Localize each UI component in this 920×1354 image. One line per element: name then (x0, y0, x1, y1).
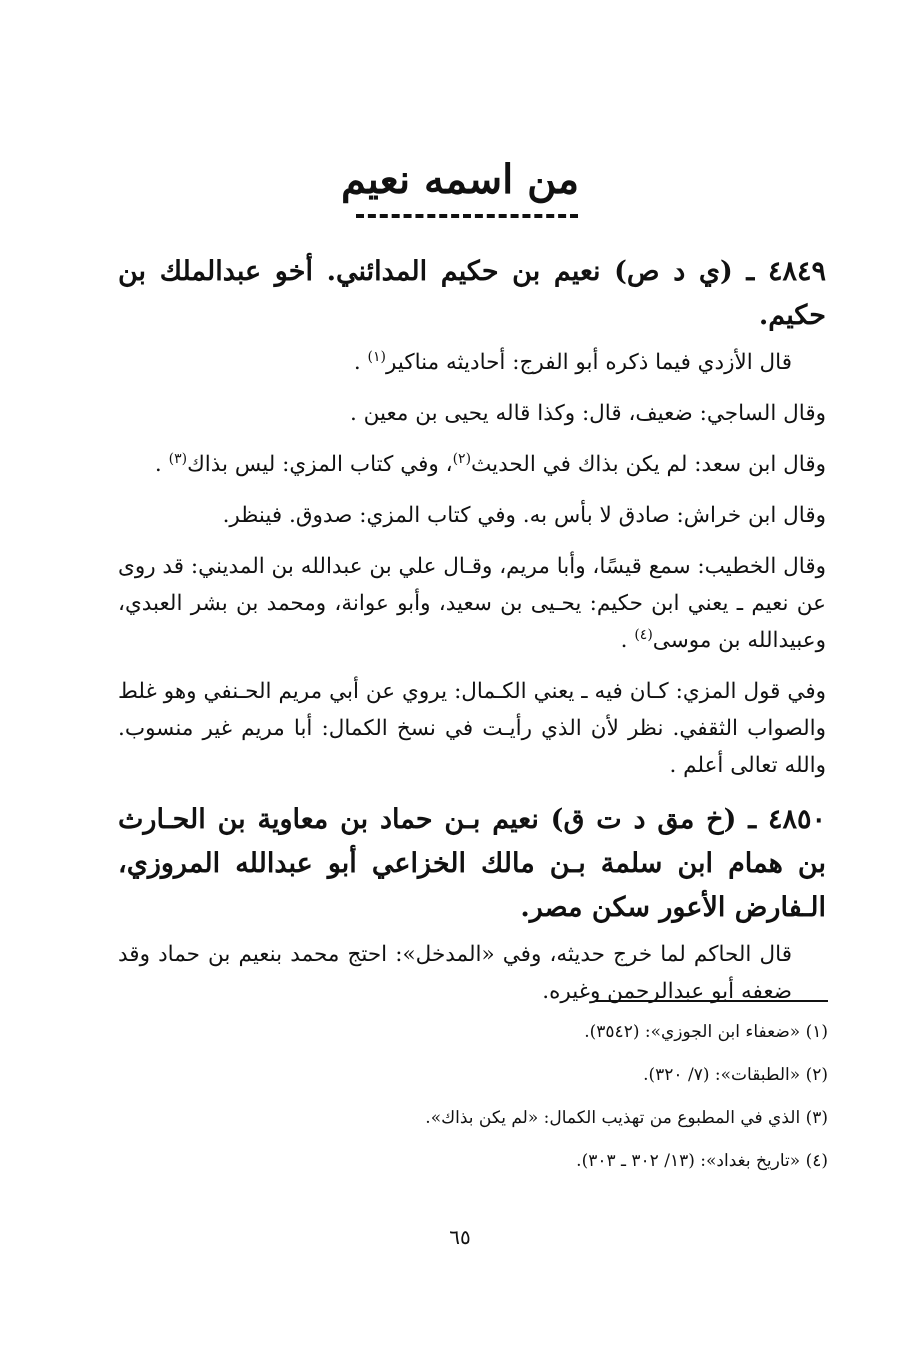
paragraph (118, 446, 826, 483)
footnote-2: (٢) «الطبقات»: (٧/ ٣٢٠). (643, 1065, 828, 1085)
paragraph-text: وقال ابن سعد: لم يكن بذاك في الحديث (471, 452, 826, 477)
paragraph (118, 548, 826, 659)
paragraph-end: . (620, 628, 635, 653)
footnote-separator (596, 1000, 828, 1002)
paragraph-text: وفي قول المزي: كـان فيه ـ يعني الكـمال: يروي عن أبي مريم الحـنفي وهو غلط والصواب الثقفي. نظر لأن الذي رأيـت في نسخ الكمال: أبا مريم غير منسوب. والله تعالى أعلم . (118, 679, 826, 778)
paragraph (118, 497, 826, 534)
paragraph (118, 395, 826, 432)
footnote-marker[interactable]: (١) (367, 348, 387, 365)
paragraph-text: وقال الخطيب: سمع قيسًا، وأبا مريم، وقـال علي بن عبدالله بن المديني: قد روى عن نعيم ـ يعني ابن حكيم: يحـيى بن سعيد، وأبو عوانة، ومحمد بن بشر العبدي، وعبيدالله بن موسى (118, 554, 826, 653)
paragraph-text: قال الأزدي فيما ذكره أبو الفرج: أحاديثه مناكير (386, 350, 792, 375)
footnote-marker[interactable]: (٤) (634, 626, 653, 643)
footnote-1: (١) «ضعفاء ابن الجوزي»: (٣٥٤٢). (584, 1022, 828, 1042)
paragraph (118, 344, 826, 381)
paragraph-text: قال الحاكم لما خرج حديثه، وفي «المدخل»: احتج محمد بنعيم بن حماد وقد ضعفه أبو عبدالرحمن وغيره. (118, 942, 792, 1004)
paragraph-text: وقال ابن خراش: صادق لا بأس به. وفي كتاب المزي: صدوق. فينظر. (222, 503, 826, 528)
title-underline (356, 214, 578, 218)
footnote-3: (٣) الذي في المطبوع من تهذيب الكمال: «لم يكن بذاك». (425, 1108, 828, 1128)
page-number: ٦٥ (449, 1225, 471, 1249)
paragraph-end: . (353, 350, 368, 375)
paragraph-middle: ، وفي كتاب المزي: ليس بذاك (187, 452, 453, 477)
section-title: من اسمه نعيم (340, 156, 580, 203)
paragraph (118, 936, 826, 1010)
main-text (118, 250, 826, 1024)
paragraph-text: وقال الساجي: ضعيف، قال: وكذا قاله يحيى بن معين . (349, 401, 826, 426)
footnotes (300, 1018, 828, 1190)
footnote-4: (٤) «تاريخ بغداد»: (١٣/ ٣٠٢ ـ ٣٠٣). (576, 1151, 828, 1171)
footnote-marker[interactable]: (٣) (168, 450, 188, 467)
entry-heading-4849: ٤٨٤٩ ـ (ي د ص) نعيم بن حكيم المدائني. أخو عبدالملك بن حكيم. (118, 256, 826, 331)
paragraph (118, 673, 826, 784)
footnote-marker[interactable]: (٢) (452, 450, 472, 467)
entry-heading-4850: ٤٨٥٠ ـ (خ مق د ت ق) نعيم بـن حماد بن معاوية بن الحـارث بن همام ابن سلمة بـن مالك الخزاعي أبو عبدالله المروزي، الـفارض الأعور سكن مصر. (118, 804, 826, 923)
paragraph-end: . (154, 452, 169, 477)
